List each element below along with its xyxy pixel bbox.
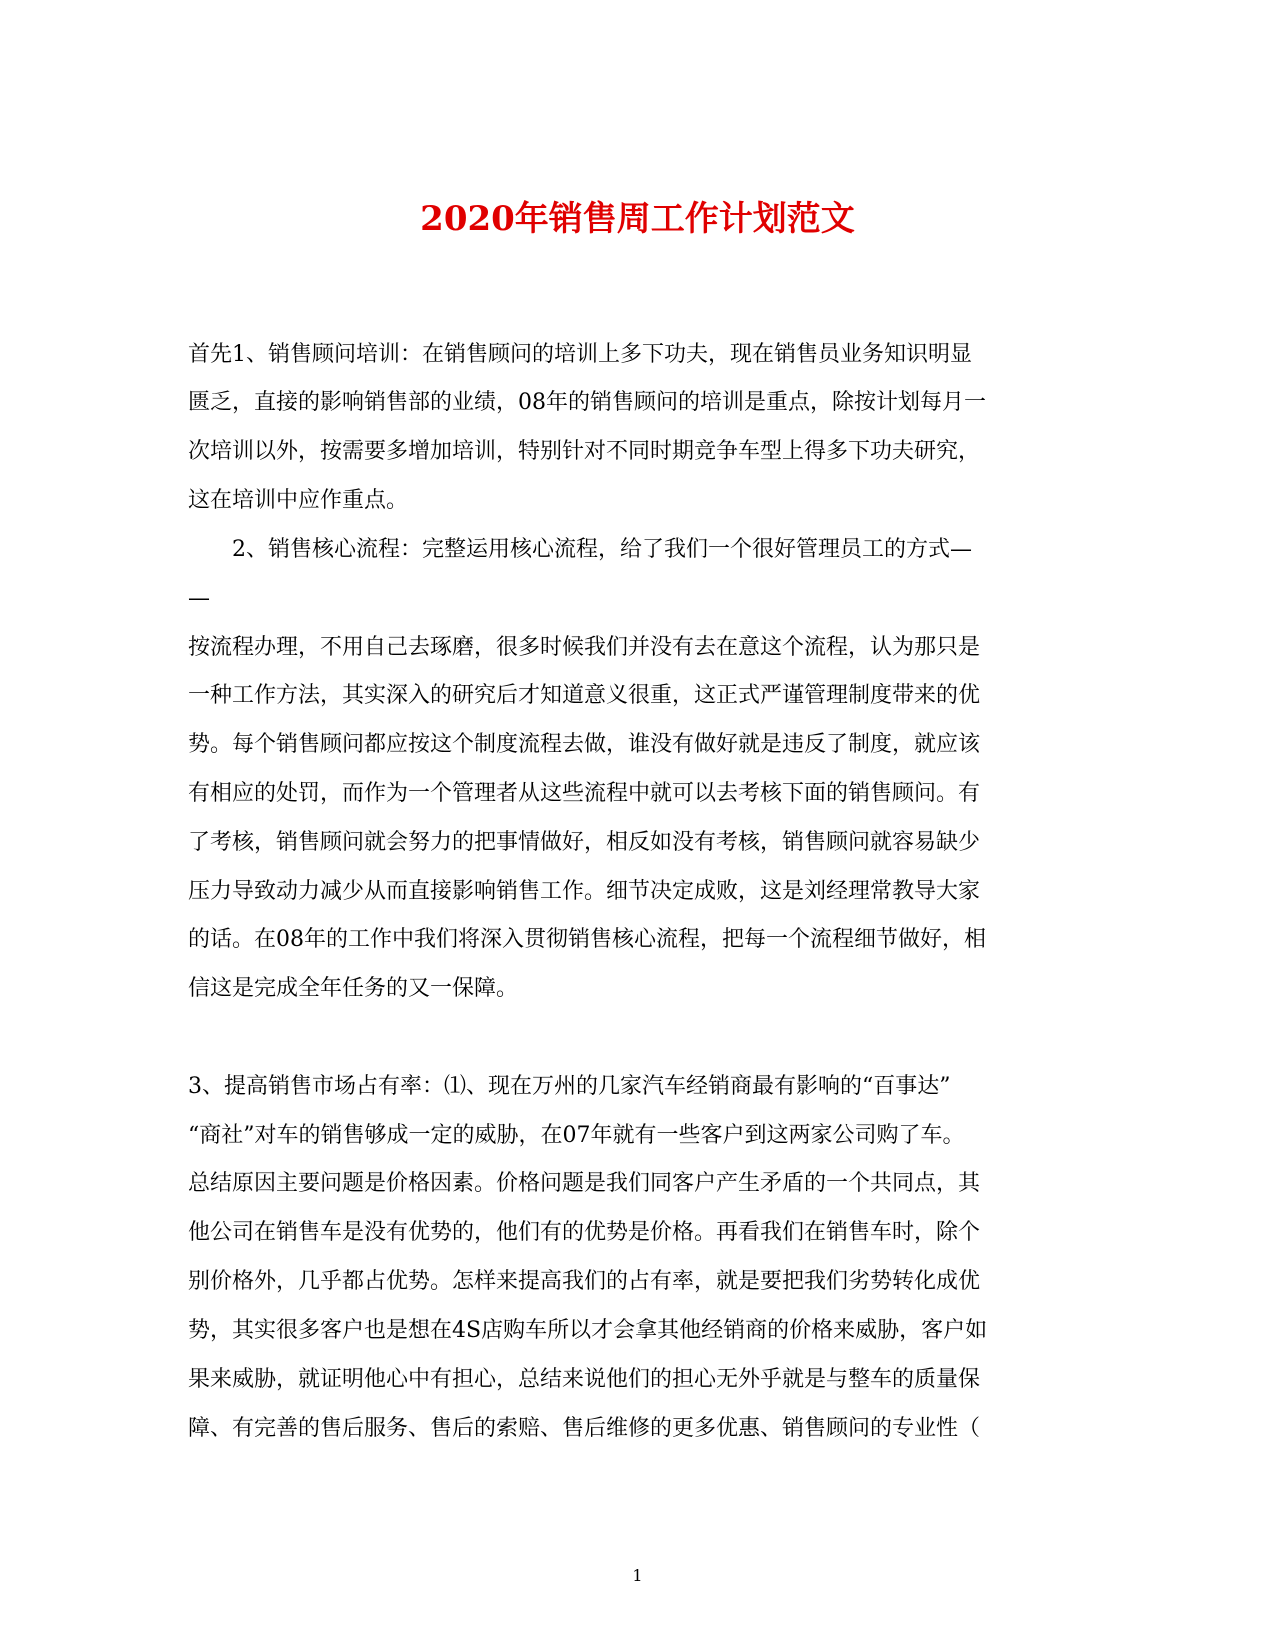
paragraph-2-line-1: 2、销售核心流程：完整运用核心流程，给了我们一个很好管理员工的方式—: [232, 537, 972, 562]
paragraph-3-line-7: 果来威胁，就证明他心中有担心，总结来说他们的担心无外乎就是与整车的质量保: [188, 1367, 981, 1392]
paragraph-3-line-3: 总结原因主要问题是价格因素。价格问题是我们同客户产生矛盾的一个共同点，其: [188, 1171, 981, 1196]
paragraph-3-line-1: 3、提高销售市场占有率：⑴、现在万州的几家汽车经销商最有影响的“百事达”: [188, 1074, 951, 1099]
paragraph-2-line-5: 势。每个销售顾问都应按这个制度流程去做，谁没有做好就是违反了制度，就应该: [188, 732, 981, 757]
paragraph-3-line-5: 别价格外，几乎都占优势。怎样来提高我们的占有率，就是要把我们劣势转化成优: [188, 1269, 981, 1294]
paragraph-1-line-1: 首先1、销售顾问培训：在销售顾问的培训上多下功夫，现在销售员业务知识明显: [188, 342, 972, 367]
paragraph-3-line-4: 他公司在销售车是没有优势的，他们有的优势是价格。再看我们在销售车时，除个: [188, 1220, 981, 1245]
paragraph-2-line-9: 的话。在08年的工作中我们将深入贯彻销售核心流程，把每一个流程细节做好，相: [188, 927, 986, 952]
paragraph-1-line-2: 匮乏，直接的影响销售部的业绩，08年的销售顾问的培训是重点，除按计划每月一: [188, 390, 986, 415]
paragraph-3-line-2: “商社”对车的销售够成一定的威胁，在07年就有一些客户到这两家公司购了车。: [188, 1123, 965, 1148]
document-title: 2020年销售周工作计划范文: [420, 198, 855, 239]
paragraph-2-line-4: 一种工作方法，其实深入的研究后才知道意义很重，这正式严谨管理制度带来的优: [188, 683, 981, 708]
paragraph-2-line-10: 信这是完成全年任务的又一保障。: [188, 976, 519, 1001]
paragraph-2-line-8: 压力导致动力减少从而直接影响销售工作。细节决定成败，这是刘经理常教导大家: [188, 879, 981, 904]
page-number: 1: [632, 1566, 643, 1585]
paragraph-3-line-6: 势，其实很多客户也是想在4S店购车所以才会拿其他经销商的价格来威胁，客户如: [188, 1318, 988, 1343]
paragraph-2-line-3: 按流程办理，不用自己去琢磨，很多时候我们并没有去在意这个流程，认为那只是: [188, 635, 981, 660]
paragraph-2-line-7: 了考核，销售顾问就会努力的把事情做好，相反如没有考核，销售顾问就容易缺少: [188, 830, 981, 855]
paragraph-2-line-6: 有相应的处罚，而作为一个管理者从这些流程中就可以去考核下面的销售顾问。有: [188, 781, 981, 806]
paragraph-2-line-2: —: [188, 586, 210, 611]
paragraph-1-line-3: 次培训以外，按需要多增加培训，特别针对不同时期竞争车型上得多下功夫研究，: [188, 439, 981, 464]
paragraph-3-line-8: 障、有完善的售后服务、售后的索赔、售后维修的更多优惠、销售顾问的专业性（: [188, 1416, 981, 1441]
paragraph-1-line-4: 这在培训中应作重点。: [188, 488, 409, 513]
